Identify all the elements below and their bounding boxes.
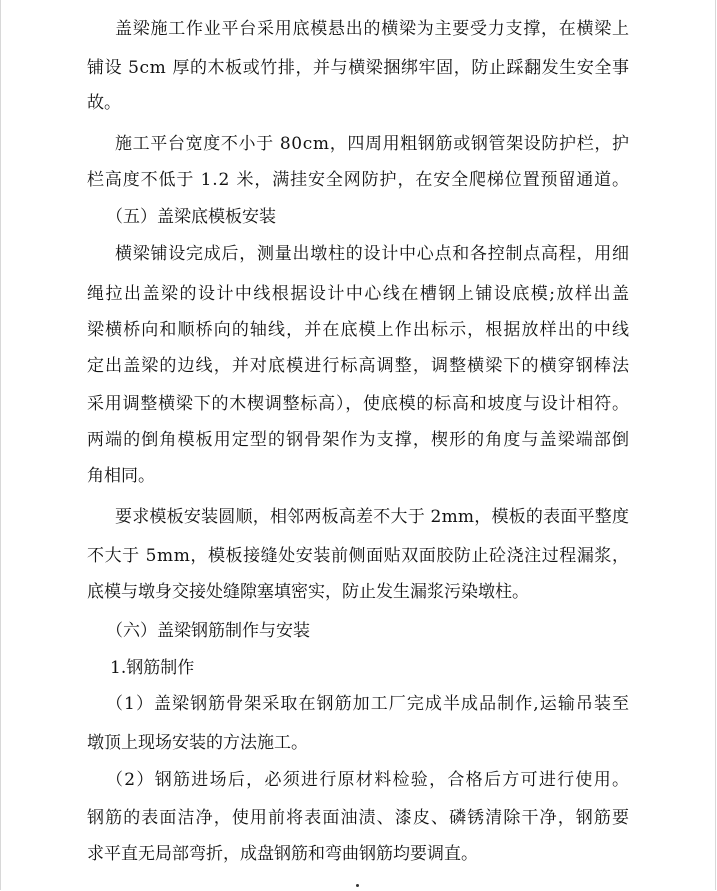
text-line-22: 钢筋的表面洁净，使用前将表面油渍、漆皮、磷锈清除干净，钢筋要: [87, 808, 631, 828]
text-line-23: 求平直无局部弯折，成盘钢筋和弯曲钢筋均要调直。: [87, 844, 478, 864]
text-line-1: 盖梁施工作业平台采用底模悬出的横梁为主要受力支撑，在横梁上: [115, 19, 630, 39]
text-line-13: 角相同。: [87, 466, 155, 486]
subheading-rebar-fabrication: 1.钢筋制作: [110, 658, 195, 678]
text-line-3: 故。: [87, 93, 121, 113]
text-line-21: （2）钢筋进场后，必须进行原材料检验，合格后方可进行使用。: [106, 770, 631, 790]
text-line-7: 横梁铺设完成后，测量出墩柱的设计中心点和各控制点高程，用细: [115, 244, 630, 264]
text-line-9: 梁横桥向和顺桥向的轴线，并在底模上作出标示，根据放样出的中线: [87, 320, 631, 340]
section-heading-6: （六）盖梁钢筋制作与安装: [106, 621, 310, 641]
text-line-14: 要求模板安装圆顺，相邻两板高差不大于 2mm，模板的表面平整度: [115, 507, 630, 527]
text-line-15: 不大于 5mm，模板接缝处安装前侧面贴双面胶防止砼浇注过程漏浆，: [87, 546, 630, 566]
text-line-20: 墩顶上现场安装的方法施工。: [87, 733, 308, 753]
text-line-10: 定出盖梁的边线，并对底模进行标高调整，调整横梁下的横穿钢棒法: [87, 356, 631, 376]
text-line-8: 绳拉出盖梁的设计中线根据设计中心线在槽钢上铺设底模;放样出盖: [87, 284, 631, 304]
text-line-4: 施工平台宽度不小于 80cm，四周用粗钢筋或钢管架设防护栏，护: [115, 134, 630, 154]
page-bottom-mark: [356, 884, 359, 887]
text-line-19: （1）盖梁钢筋骨架采取在钢筋加工厂完成半成品制作,运输吊装至: [106, 694, 631, 714]
text-line-12: 两端的倒角模板用定型的钢骨架作为支撑，楔形的角度与盖梁端部倒: [87, 430, 631, 450]
text-line-11: 采用调整横梁下的木楔调整标高），使底模的标高和坡度与设计相符。: [87, 394, 630, 414]
section-heading-5: （五）盖梁底模板安装: [106, 207, 276, 227]
text-line-5: 栏高度不低于 1.2 米，满挂安全网防护，在安全爬梯位置预留通道。: [87, 170, 630, 190]
text-line-2: 铺设 5cm 厚的木板或竹排，并与横梁捆绑牢固，防止踩翻发生安全事: [87, 58, 630, 78]
text-line-16: 底模与墩身交接处缝隙塞填密实，防止发生漏浆污染墩柱。: [87, 582, 529, 602]
